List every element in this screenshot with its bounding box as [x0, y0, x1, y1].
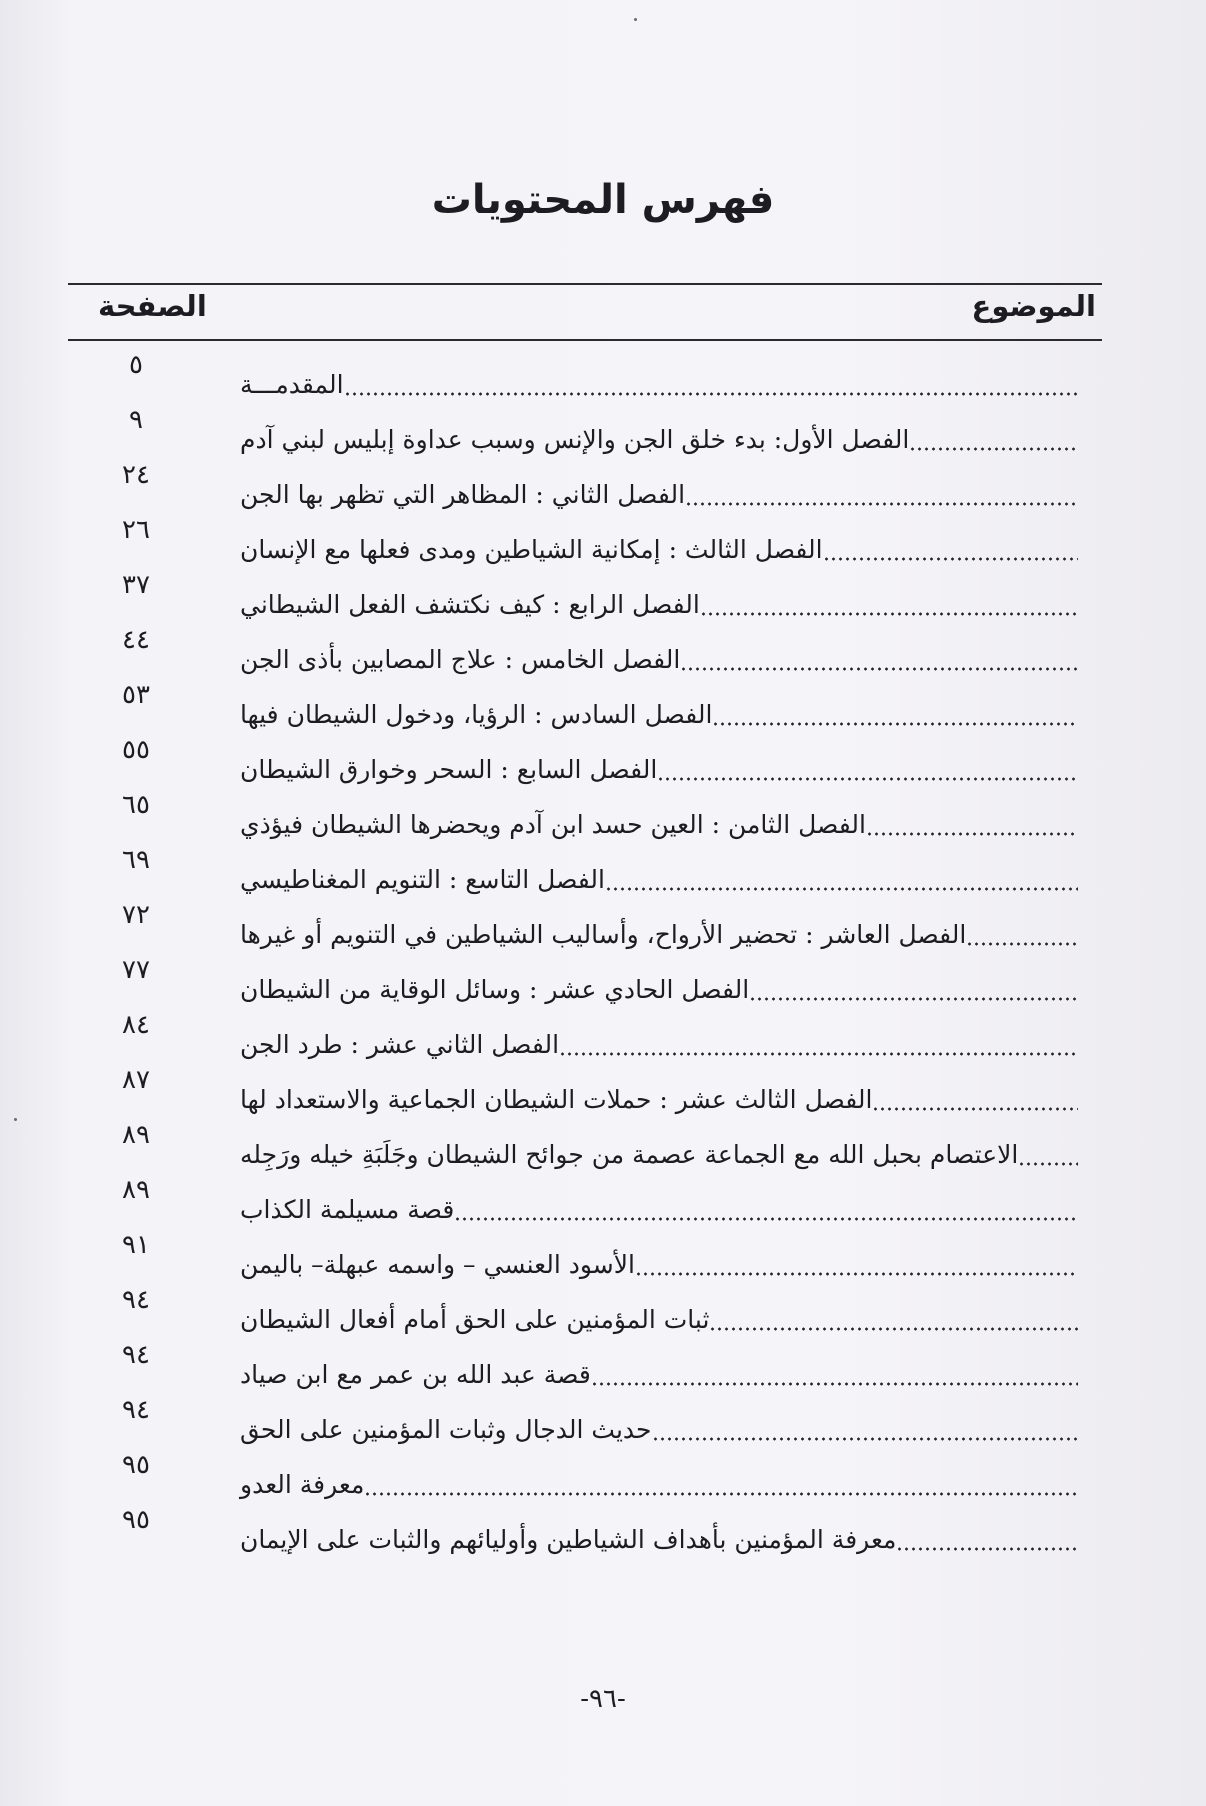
dot-leader — [896, 1547, 1078, 1551]
toc-entry-title: الفصل الثالث عشر : حملات الشيطان الجماعية والاستعداد لها — [240, 1085, 873, 1114]
toc-entry-page-number: ٧٧ — [122, 955, 150, 985]
dot-leader — [966, 942, 1078, 946]
toc-entry-title: الفصل الأول: بدء خلق الجن والإنس وسبب عداوة إبليس لبني آدم — [240, 425, 910, 454]
toc-entry-page-number: ٦٥ — [122, 790, 150, 820]
toc-entry-line — [240, 529, 1088, 571]
toc-entry-page-number: ٥٥ — [122, 735, 150, 765]
toc-entry-page-number: ٩٤ — [122, 1340, 150, 1370]
toc-entry-page-number: ٩٤ — [122, 1395, 150, 1425]
dot-leader — [823, 557, 1078, 561]
toc-entry-page-number: ٩٤ — [122, 1285, 150, 1315]
toc-entry-title: الفصل السادس : الرؤيا، ودخول الشيطان فيها — [240, 700, 713, 729]
toc-entry-page-number: ٥ — [129, 350, 143, 380]
toc-entry-page-number: ٨٩ — [122, 1120, 150, 1150]
toc-entry — [0, 1230, 1206, 1285]
toc-entry-line — [240, 419, 1088, 461]
dot-leader — [680, 667, 1078, 671]
toc-entry — [0, 790, 1206, 845]
toc-entry-page-number: ٢٤ — [122, 460, 150, 490]
toc-entry-title: قصة مسيلمة الكذاب — [240, 1195, 455, 1224]
toc-entry-title: الفصل الحادي عشر : وسائل الوقاية من الشيطان — [240, 975, 750, 1004]
toc-entry-title: ثبات المؤمنين على الحق أمام أفعال الشيطان — [240, 1305, 710, 1334]
print-speck — [634, 18, 637, 21]
toc-entry-page-number: ٨٧ — [122, 1065, 150, 1095]
dot-leader — [652, 1437, 1079, 1441]
dot-leader — [559, 1052, 1078, 1056]
toc-entry-title: الفصل الثاني عشر : طرد الجن — [240, 1030, 560, 1059]
toc-entry — [0, 1010, 1206, 1065]
dot-leader — [657, 777, 1078, 781]
toc-entry — [0, 460, 1206, 515]
toc-entry-page-number: ٩١ — [122, 1230, 150, 1260]
footer-page-number: -٩٦- — [580, 1684, 626, 1714]
toc-entry-title: الفصل الثامن : العين حسد ابن آدم ويحضرها الشيطان فيؤذي — [240, 810, 866, 839]
toc-entry-page-number: ٣٧ — [122, 570, 150, 600]
toc-entry-line — [240, 804, 1088, 846]
dot-leader — [605, 887, 1078, 891]
toc-entry-title: قصة عبد الله بن عمر مع ابن صياد — [240, 1360, 591, 1389]
toc-entry-line — [240, 1409, 1088, 1451]
toc-entry — [0, 680, 1206, 735]
page-column-header: الصفحة — [98, 289, 207, 323]
toc-entry-title: الفصل التاسع : التنويم المغناطيسي — [240, 865, 605, 894]
toc-entry — [0, 350, 1206, 405]
toc-entry — [0, 405, 1206, 460]
toc-entry-page-number: ٥٣ — [122, 680, 150, 710]
dot-leader — [635, 1272, 1078, 1276]
toc-entry — [0, 1065, 1206, 1120]
toc-entry-line — [240, 1354, 1088, 1396]
toc-entry-line — [240, 969, 1088, 1011]
toc-entry — [0, 1285, 1206, 1340]
toc-entry — [0, 1175, 1206, 1230]
toc-entry — [0, 1505, 1206, 1560]
toc-entry — [0, 1450, 1206, 1505]
dot-leader — [700, 612, 1078, 616]
toc-entry-line — [240, 694, 1088, 736]
toc-entry — [0, 1340, 1206, 1395]
header-top-rule — [68, 283, 1102, 285]
toc-entry-page-number: ٤٤ — [122, 625, 150, 655]
toc-entry-title: الاعتصام بحبل الله مع الجماعة عصمة من جوائح الشيطان وجَلَبَةِ خيله ورَجِله — [240, 1140, 1019, 1169]
toc-entry-page-number: ٩ — [129, 405, 143, 435]
subject-column-header: الموضوع — [971, 289, 1096, 323]
toc-entry-line — [240, 1244, 1088, 1286]
toc-entry-line — [240, 1299, 1088, 1341]
toc-entry-page-number: ٨٤ — [122, 1010, 150, 1040]
toc-entry-line — [240, 1079, 1088, 1121]
toc-entry — [0, 570, 1206, 625]
toc-entry-title: معرفة العدو — [240, 1470, 365, 1499]
toc-entry — [0, 625, 1206, 680]
dot-leader — [909, 447, 1078, 451]
toc-entry-line — [240, 584, 1088, 626]
toc-entry-line — [240, 1464, 1088, 1506]
toc-entry-title: الفصل الخامس : علاج المصابين بأذى الجن — [240, 645, 681, 674]
toc-entry — [0, 1395, 1206, 1450]
dot-leader — [591, 1382, 1078, 1386]
toc-entry-line — [240, 1189, 1088, 1231]
page-title: فهرس المحتويات — [431, 176, 775, 223]
toc-entry — [0, 735, 1206, 790]
dot-leader — [749, 997, 1078, 1001]
toc-entry-title: الفصل الرابع : كيف نكتشف الفعل الشيطاني — [240, 590, 700, 619]
toc-entry-title: الفصل الثاني : المظاهر التي تظهر بها الجن — [240, 480, 686, 509]
toc-entry-page-number: ٨٩ — [122, 1175, 150, 1205]
toc-entry-title: الفصل العاشر : تحضير الأرواح، وأساليب الشياطين في التنويم أو غيرها — [240, 920, 967, 949]
dot-leader — [344, 392, 1078, 396]
toc-entry-line — [240, 749, 1088, 791]
dot-leader — [454, 1217, 1078, 1221]
toc-entry-title: حديث الدجال وثبات المؤمنين على الحق — [240, 1415, 652, 1444]
toc-entry-title: الأسود العنسي – واسمه عبهلة– باليمن — [240, 1250, 635, 1279]
toc-entry-page-number: ٦٩ — [122, 845, 150, 875]
toc-entry — [0, 515, 1206, 570]
dot-leader — [685, 502, 1078, 506]
dot-leader — [1018, 1162, 1078, 1166]
toc-entry-page-number: ٧٢ — [122, 900, 150, 930]
toc-entry — [0, 955, 1206, 1010]
toc-entry-page-number: ٩٥ — [122, 1450, 150, 1480]
dot-leader — [872, 1107, 1078, 1111]
toc-list — [0, 350, 1206, 1560]
toc-entry-line — [240, 364, 1088, 406]
toc-entry — [0, 845, 1206, 900]
toc-entry-line — [240, 474, 1088, 516]
header-bottom-rule — [68, 339, 1102, 341]
toc-entry — [0, 900, 1206, 955]
toc-entry-title: معرفة المؤمنين بأهداف الشياطين وأوليائهم والثبات على الإيمان — [240, 1525, 897, 1554]
toc-entry-line — [240, 1134, 1088, 1176]
toc-entry-page-number: ٢٦ — [122, 515, 150, 545]
toc-entry-title: الفصل السابع : السحر وخوارق الشيطان — [240, 755, 658, 784]
dot-leader — [709, 1327, 1078, 1331]
toc-entry-title: المقدمـــة — [240, 370, 344, 399]
toc-entry-line — [240, 639, 1088, 681]
dot-leader — [866, 832, 1078, 836]
toc-entry-line — [240, 859, 1088, 901]
toc-entry-line — [240, 914, 1088, 956]
toc-entry-page-number: ٩٥ — [122, 1505, 150, 1535]
toc-entry-line — [240, 1519, 1088, 1561]
toc-entry-line — [240, 1024, 1088, 1066]
toc-entry — [0, 1120, 1206, 1175]
dot-leader — [364, 1492, 1078, 1496]
toc-entry-title: الفصل الثالث : إمكانية الشياطين ومدى فعلها مع الإنسان — [240, 535, 823, 564]
dot-leader — [712, 722, 1078, 726]
